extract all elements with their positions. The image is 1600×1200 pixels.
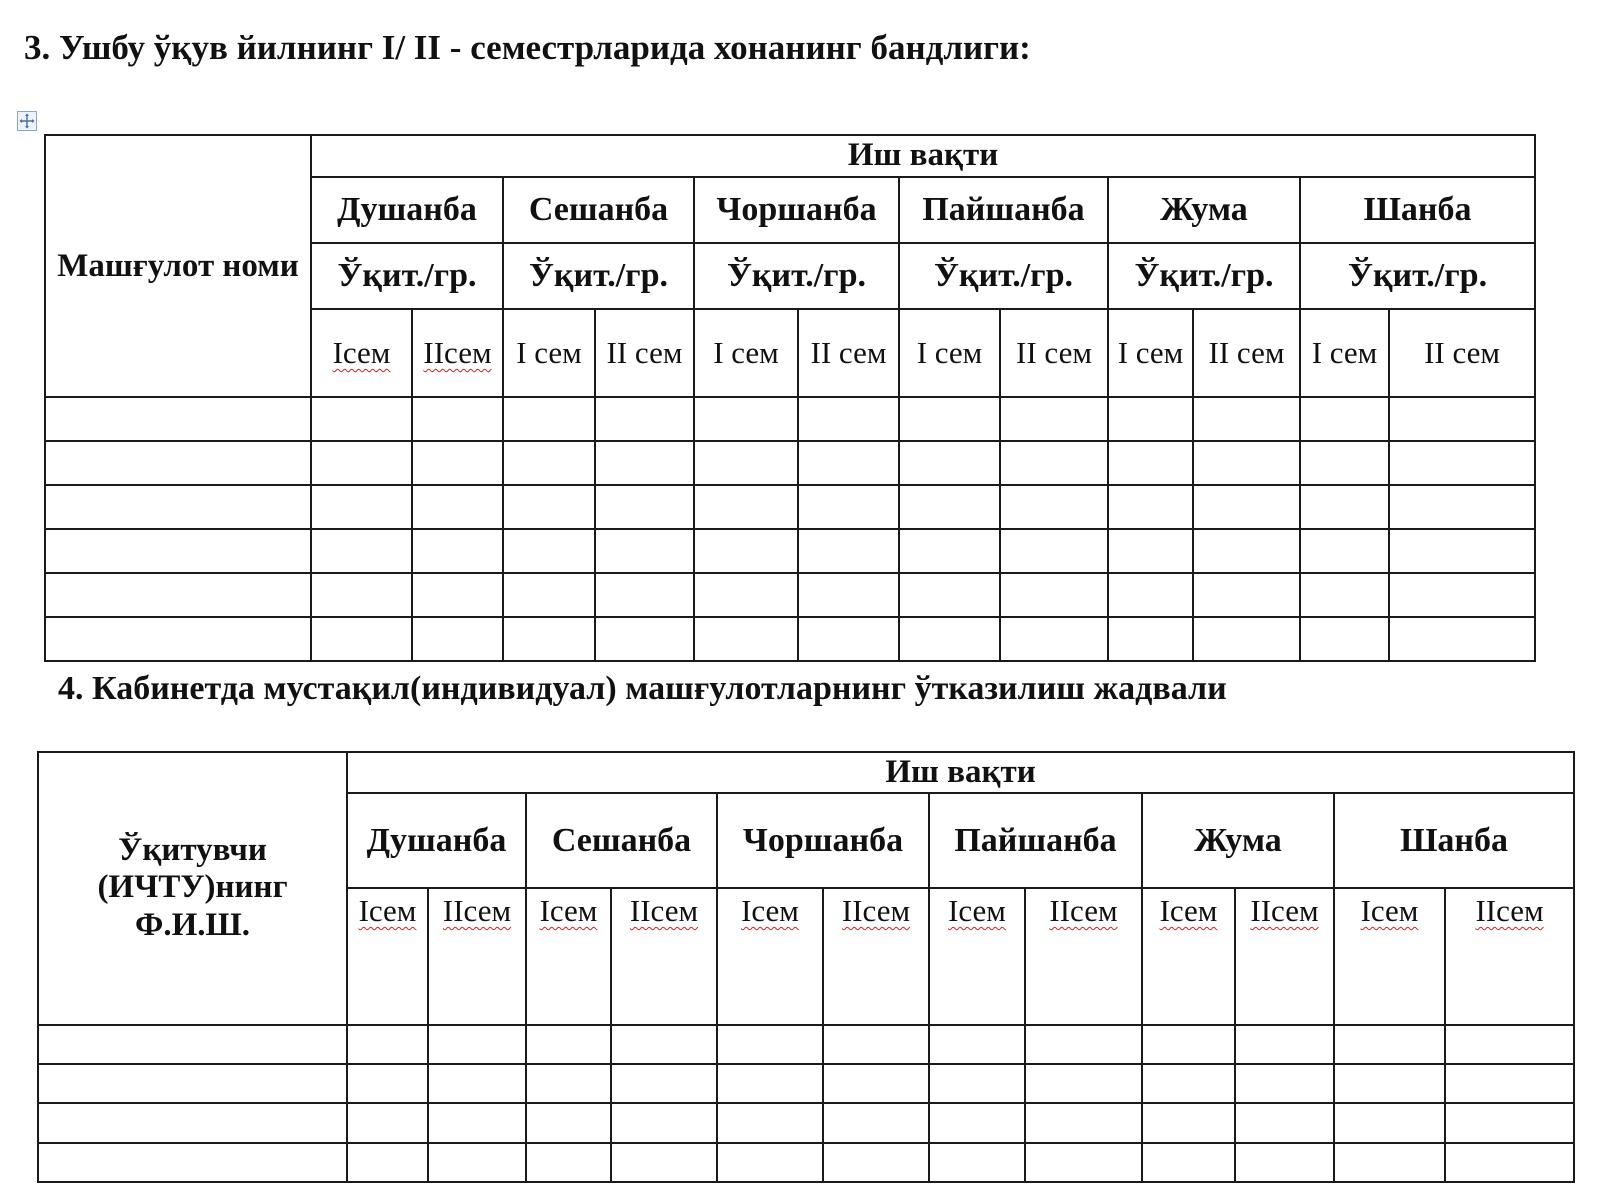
schedule-cell[interactable] <box>595 529 694 573</box>
schedule-cell[interactable] <box>526 1064 611 1103</box>
schedule-cell[interactable] <box>1334 1025 1445 1064</box>
schedule-cell[interactable] <box>717 1064 823 1103</box>
schedule-cell[interactable] <box>1389 397 1535 441</box>
day-header: Пайшанба <box>899 177 1108 244</box>
schedule-cell[interactable] <box>347 1064 428 1103</box>
semester-header: Iсем <box>929 888 1025 1025</box>
schedule-cell[interactable] <box>1300 529 1389 573</box>
semester-header: Iсем <box>1142 888 1235 1025</box>
schedule-cell[interactable] <box>1389 573 1535 617</box>
schedule-cell[interactable] <box>1235 1143 1334 1182</box>
schedule-cell[interactable] <box>1389 617 1535 661</box>
schedule-cell[interactable] <box>1000 397 1108 441</box>
table-row <box>45 397 1535 441</box>
schedule-cell[interactable] <box>1300 441 1389 485</box>
table-row <box>38 1143 1574 1182</box>
schedule-cell[interactable] <box>798 529 899 573</box>
row-label-cell[interactable] <box>38 1025 347 1064</box>
schedule-cell[interactable] <box>1108 441 1193 485</box>
schedule-cell[interactable] <box>503 397 595 441</box>
schedule-cell[interactable] <box>1108 397 1193 441</box>
schedule-cell[interactable] <box>929 1064 1025 1103</box>
schedule-cell[interactable] <box>428 1064 526 1103</box>
schedule-cell[interactable] <box>611 1025 717 1064</box>
schedule-cell[interactable] <box>1000 441 1108 485</box>
semester-header: II сем <box>798 309 899 397</box>
schedule-cell[interactable] <box>412 617 503 661</box>
schedule-cell[interactable] <box>526 1103 611 1142</box>
schedule-cell[interactable] <box>412 397 503 441</box>
teacher-name-header: Ўқитувчи (ИЧТУ)нинг Ф.И.Ш. <box>38 752 347 1025</box>
schedule-cell[interactable] <box>798 441 899 485</box>
semester-header: Iсем <box>526 888 611 1025</box>
schedule-cell[interactable] <box>1300 485 1389 529</box>
work-time-header: Иш вақти <box>347 752 1574 793</box>
semester-header: IIсем <box>1025 888 1142 1025</box>
schedule-cell[interactable] <box>1235 1025 1334 1064</box>
schedule-cell[interactable] <box>929 1143 1025 1182</box>
schedule-cell[interactable] <box>798 485 899 529</box>
semester-header: Iсем <box>1334 888 1445 1025</box>
schedule-cell[interactable] <box>611 1064 717 1103</box>
table-row <box>38 1103 1574 1142</box>
schedule-cell[interactable] <box>1300 573 1389 617</box>
semester-header: IIсем <box>428 888 526 1025</box>
table-row <box>38 1025 1574 1064</box>
schedule-cell[interactable] <box>823 1143 929 1182</box>
day-header: Душанба <box>347 793 526 888</box>
schedule-cell[interactable] <box>717 1025 823 1064</box>
schedule-cell[interactable] <box>347 1025 428 1064</box>
teacher-group-header: Ўқит./гр. <box>1300 243 1535 308</box>
schedule-cell[interactable] <box>503 529 595 573</box>
schedule-cell[interactable] <box>1193 573 1300 617</box>
schedule-cell[interactable] <box>899 573 1000 617</box>
schedule-cell[interactable] <box>929 1103 1025 1142</box>
schedule-cell[interactable] <box>899 397 1000 441</box>
schedule-cell[interactable] <box>694 529 798 573</box>
day-header: Душанба <box>311 177 503 244</box>
semester-header: II сем <box>1193 309 1300 397</box>
schedule-cell[interactable] <box>694 573 798 617</box>
schedule-cell[interactable] <box>823 1103 929 1142</box>
teacher-group-header: Ўқит./гр. <box>899 243 1108 308</box>
teacher-group-header: Ўқит./гр. <box>503 243 694 308</box>
schedule-cell[interactable] <box>1108 617 1193 661</box>
schedule-cell[interactable] <box>428 1143 526 1182</box>
row-label-cell[interactable] <box>38 1143 347 1182</box>
schedule-cell[interactable] <box>1142 1103 1235 1142</box>
semester-header: II сем <box>1000 309 1108 397</box>
schedule-cell[interactable] <box>1235 1103 1334 1142</box>
schedule-cell[interactable] <box>823 1064 929 1103</box>
semester-header: I сем <box>694 309 798 397</box>
schedule-cell[interactable] <box>412 573 503 617</box>
row-label-cell[interactable] <box>45 441 311 485</box>
schedule-cell[interactable] <box>1142 1143 1235 1182</box>
row-label-cell[interactable] <box>45 485 311 529</box>
table-move-handle[interactable] <box>17 111 37 131</box>
schedule-cell[interactable] <box>503 617 595 661</box>
day-header: Чоршанба <box>717 793 929 888</box>
schedule-cell[interactable] <box>1389 441 1535 485</box>
section-4-heading: 4. Кабинетда мустақил(индивидуал) машғулотларнинг ўтказилиш жадвали <box>58 670 1227 707</box>
schedule-cell[interactable] <box>1334 1103 1445 1142</box>
schedule-cell[interactable] <box>428 1025 526 1064</box>
schedule-cell[interactable] <box>1334 1064 1445 1103</box>
schedule-cell[interactable] <box>1000 573 1108 617</box>
schedule-cell[interactable] <box>526 1143 611 1182</box>
schedule-cell[interactable] <box>1300 617 1389 661</box>
schedule-cell[interactable] <box>311 397 412 441</box>
semester-header: Iсем <box>311 309 412 397</box>
schedule-cell[interactable] <box>311 441 412 485</box>
schedule-cell[interactable] <box>412 529 503 573</box>
schedule-cell[interactable] <box>1235 1064 1334 1103</box>
schedule-cell[interactable] <box>1000 617 1108 661</box>
schedule-cell[interactable] <box>1193 617 1300 661</box>
schedule-cell[interactable] <box>611 1143 717 1182</box>
schedule-cell[interactable] <box>694 441 798 485</box>
semester-header: I сем <box>503 309 595 397</box>
schedule-cell[interactable] <box>526 1025 611 1064</box>
schedule-cell[interactable] <box>1108 485 1193 529</box>
schedule-cell[interactable] <box>1108 529 1193 573</box>
schedule-cell[interactable] <box>503 485 595 529</box>
schedule-cell[interactable] <box>311 573 412 617</box>
schedule-cell[interactable] <box>1142 1064 1235 1103</box>
schedule-cell[interactable] <box>1445 1103 1574 1142</box>
schedule-cell[interactable] <box>311 485 412 529</box>
schedule-cell[interactable] <box>595 573 694 617</box>
schedule-cell[interactable] <box>1193 529 1300 573</box>
day-header: Сешанба <box>526 793 717 888</box>
schedule-cell[interactable] <box>412 441 503 485</box>
lesson-name-header: Машғулот номи <box>45 135 311 397</box>
table-row <box>45 617 1535 661</box>
schedule-cell[interactable] <box>595 441 694 485</box>
schedule-cell[interactable] <box>428 1103 526 1142</box>
row-label-cell[interactable] <box>38 1064 347 1103</box>
schedule-cell[interactable] <box>798 617 899 661</box>
day-header: Пайшанба <box>929 793 1142 888</box>
schedule-cell[interactable] <box>311 617 412 661</box>
room-occupancy-table <box>44 134 1536 662</box>
semester-header: I сем <box>1300 309 1389 397</box>
semester-header: I сем <box>899 309 1000 397</box>
schedule-cell[interactable] <box>1445 1025 1574 1064</box>
schedule-cell[interactable] <box>1193 441 1300 485</box>
schedule-cell[interactable] <box>694 397 798 441</box>
day-header: Чоршанба <box>694 177 899 244</box>
schedule-cell[interactable] <box>311 529 412 573</box>
table-row <box>38 1064 1574 1103</box>
schedule-cell[interactable] <box>1000 529 1108 573</box>
individual-lessons-table <box>37 751 1575 1183</box>
schedule-cell[interactable] <box>412 485 503 529</box>
teacher-group-header: Ўқит./гр. <box>694 243 899 308</box>
table-row <box>45 485 1535 529</box>
schedule-cell[interactable] <box>1334 1143 1445 1182</box>
schedule-cell[interactable] <box>503 573 595 617</box>
semester-header: IIсем <box>1235 888 1334 1025</box>
section-3-heading: 3. Ушбу ўқув йилнинг I/ II - семестрларида хонанинг бандлиги: <box>24 28 1031 67</box>
semester-header: II сем <box>595 309 694 397</box>
schedule-cell[interactable] <box>1000 485 1108 529</box>
schedule-cell[interactable] <box>347 1103 428 1142</box>
day-header: Шанба <box>1334 793 1574 888</box>
schedule-cell[interactable] <box>899 529 1000 573</box>
schedule-cell[interactable] <box>1445 1143 1574 1182</box>
schedule-cell[interactable] <box>717 1143 823 1182</box>
work-time-header: Иш вақти <box>311 135 1535 177</box>
move-cross-icon <box>18 112 36 130</box>
schedule-cell[interactable] <box>694 617 798 661</box>
teacher-group-header: Ўқит./гр. <box>311 243 503 308</box>
schedule-cell[interactable] <box>1025 1103 1142 1142</box>
schedule-cell[interactable] <box>347 1143 428 1182</box>
schedule-cell[interactable] <box>1025 1064 1142 1103</box>
schedule-cell[interactable] <box>1389 529 1535 573</box>
schedule-cell[interactable] <box>503 441 595 485</box>
schedule-cell[interactable] <box>595 397 694 441</box>
day-header: Сешанба <box>503 177 694 244</box>
schedule-cell[interactable] <box>1142 1025 1235 1064</box>
teacher-group-header: Ўқит./гр. <box>1108 243 1300 308</box>
schedule-cell[interactable] <box>1445 1064 1574 1103</box>
schedule-cell[interactable] <box>1193 397 1300 441</box>
schedule-cell[interactable] <box>694 485 798 529</box>
semester-header: IIсем <box>1445 888 1574 1025</box>
semester-header: I сем <box>1108 309 1193 397</box>
row-label-cell[interactable] <box>38 1103 347 1142</box>
schedule-cell[interactable] <box>798 573 899 617</box>
schedule-cell[interactable] <box>1025 1025 1142 1064</box>
schedule-cell[interactable] <box>595 485 694 529</box>
schedule-cell[interactable] <box>798 397 899 441</box>
day-header: Жума <box>1108 177 1300 244</box>
semester-header: IIсем <box>823 888 929 1025</box>
semester-header: IIсем <box>412 309 503 397</box>
semester-header: II сем <box>1389 309 1535 397</box>
semester-header: Iсем <box>717 888 823 1025</box>
schedule-cell[interactable] <box>899 485 1000 529</box>
day-header: Жума <box>1142 793 1334 888</box>
table-row <box>45 529 1535 573</box>
schedule-cell[interactable] <box>1025 1143 1142 1182</box>
row-label-cell[interactable] <box>45 529 311 573</box>
table-row <box>45 441 1535 485</box>
schedule-cell[interactable] <box>717 1103 823 1142</box>
row-label-cell[interactable] <box>45 573 311 617</box>
schedule-cell[interactable] <box>899 441 1000 485</box>
row-label-cell[interactable] <box>45 617 311 661</box>
semester-header: Iсем <box>347 888 428 1025</box>
schedule-cell[interactable] <box>1193 485 1300 529</box>
schedule-cell[interactable] <box>1108 573 1193 617</box>
schedule-cell[interactable] <box>899 617 1000 661</box>
day-header: Шанба <box>1300 177 1535 244</box>
semester-header: IIсем <box>611 888 717 1025</box>
schedule-cell[interactable] <box>929 1025 1025 1064</box>
row-label-cell[interactable] <box>45 397 311 441</box>
schedule-cell[interactable] <box>611 1103 717 1142</box>
table-row <box>45 573 1535 617</box>
schedule-cell[interactable] <box>1300 397 1389 441</box>
schedule-cell[interactable] <box>595 617 694 661</box>
schedule-cell[interactable] <box>823 1025 929 1064</box>
schedule-cell[interactable] <box>1389 485 1535 529</box>
